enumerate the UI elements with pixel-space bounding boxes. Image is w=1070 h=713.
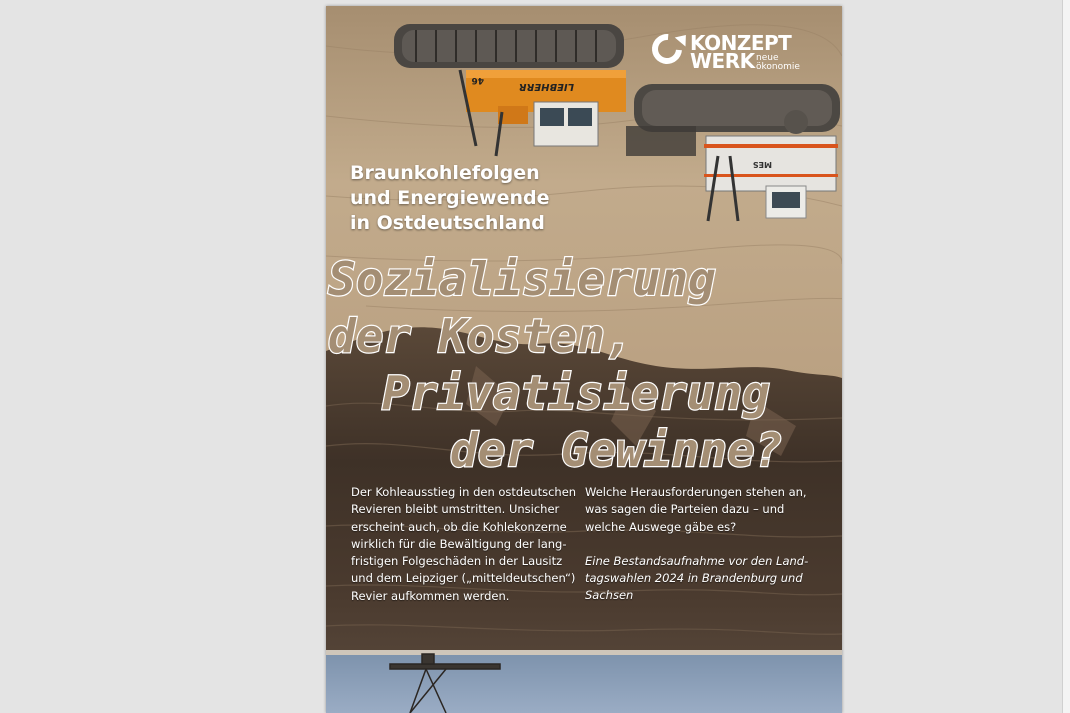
body-line: erscheint auch, ob die Kohlekonzerne [351, 519, 567, 534]
intro-column-right [585, 484, 825, 605]
body-line: was sagen die Parteien dazu – und [585, 502, 785, 517]
svg-text:LIEBHERR: LIEBHERR [518, 81, 574, 92]
intro-column-left [351, 484, 581, 605]
italic-line: Sachsen [585, 588, 634, 603]
body-line: Revieren bleibt umstritten. Unsicher [351, 502, 560, 517]
svg-text:MES: MES [752, 160, 772, 169]
viewer-scroll-area[interactable] [1062, 0, 1070, 713]
body-line: wirklich für die Bewältigung der lang- [351, 536, 567, 551]
headline-line: Privatisierung [382, 366, 770, 420]
subtitle-line: Braunkohlefolgen [350, 162, 540, 184]
body-line: Revier aufkommen werden. [351, 588, 510, 603]
logo-tagline: neue ökonomie [756, 53, 800, 72]
body-line: Welche Herausforderungen stehen an, [585, 485, 807, 499]
cover-subtitle [350, 161, 549, 236]
subtitle-line: in Ostdeutschland [350, 212, 545, 234]
svg-text:46: 46 [471, 75, 484, 85]
body-line: und dem Leipziger („mitteldeutschen“) [351, 571, 576, 586]
headline-line: der Gewinne? [450, 423, 783, 477]
subtitle-line: und Energiewende [350, 187, 550, 209]
body-line: Der Kohleausstieg in den ostdeutschen [351, 485, 577, 499]
logo-wordmark-line2: WERK [690, 49, 755, 73]
cover-headline [326, 251, 842, 479]
logo-wordmark-line1: KONZEPT [690, 31, 792, 55]
headline-line: der Kosten, [328, 309, 633, 363]
konzeptwerk-logo [652, 32, 822, 78]
headline-line: Sozialisierung [328, 252, 716, 306]
document-page [326, 6, 842, 713]
body-line: fristigen Folgeschäden in der Lausitz [351, 554, 563, 569]
body-line: welche Auswege gäbe es? [585, 519, 737, 534]
italic-line: Eine Bestandsaufnahme vor den Land- [585, 553, 809, 568]
italic-line: tagswahlen 2024 in Brandenburg und [585, 571, 803, 586]
paragraph-gap [585, 536, 825, 553]
